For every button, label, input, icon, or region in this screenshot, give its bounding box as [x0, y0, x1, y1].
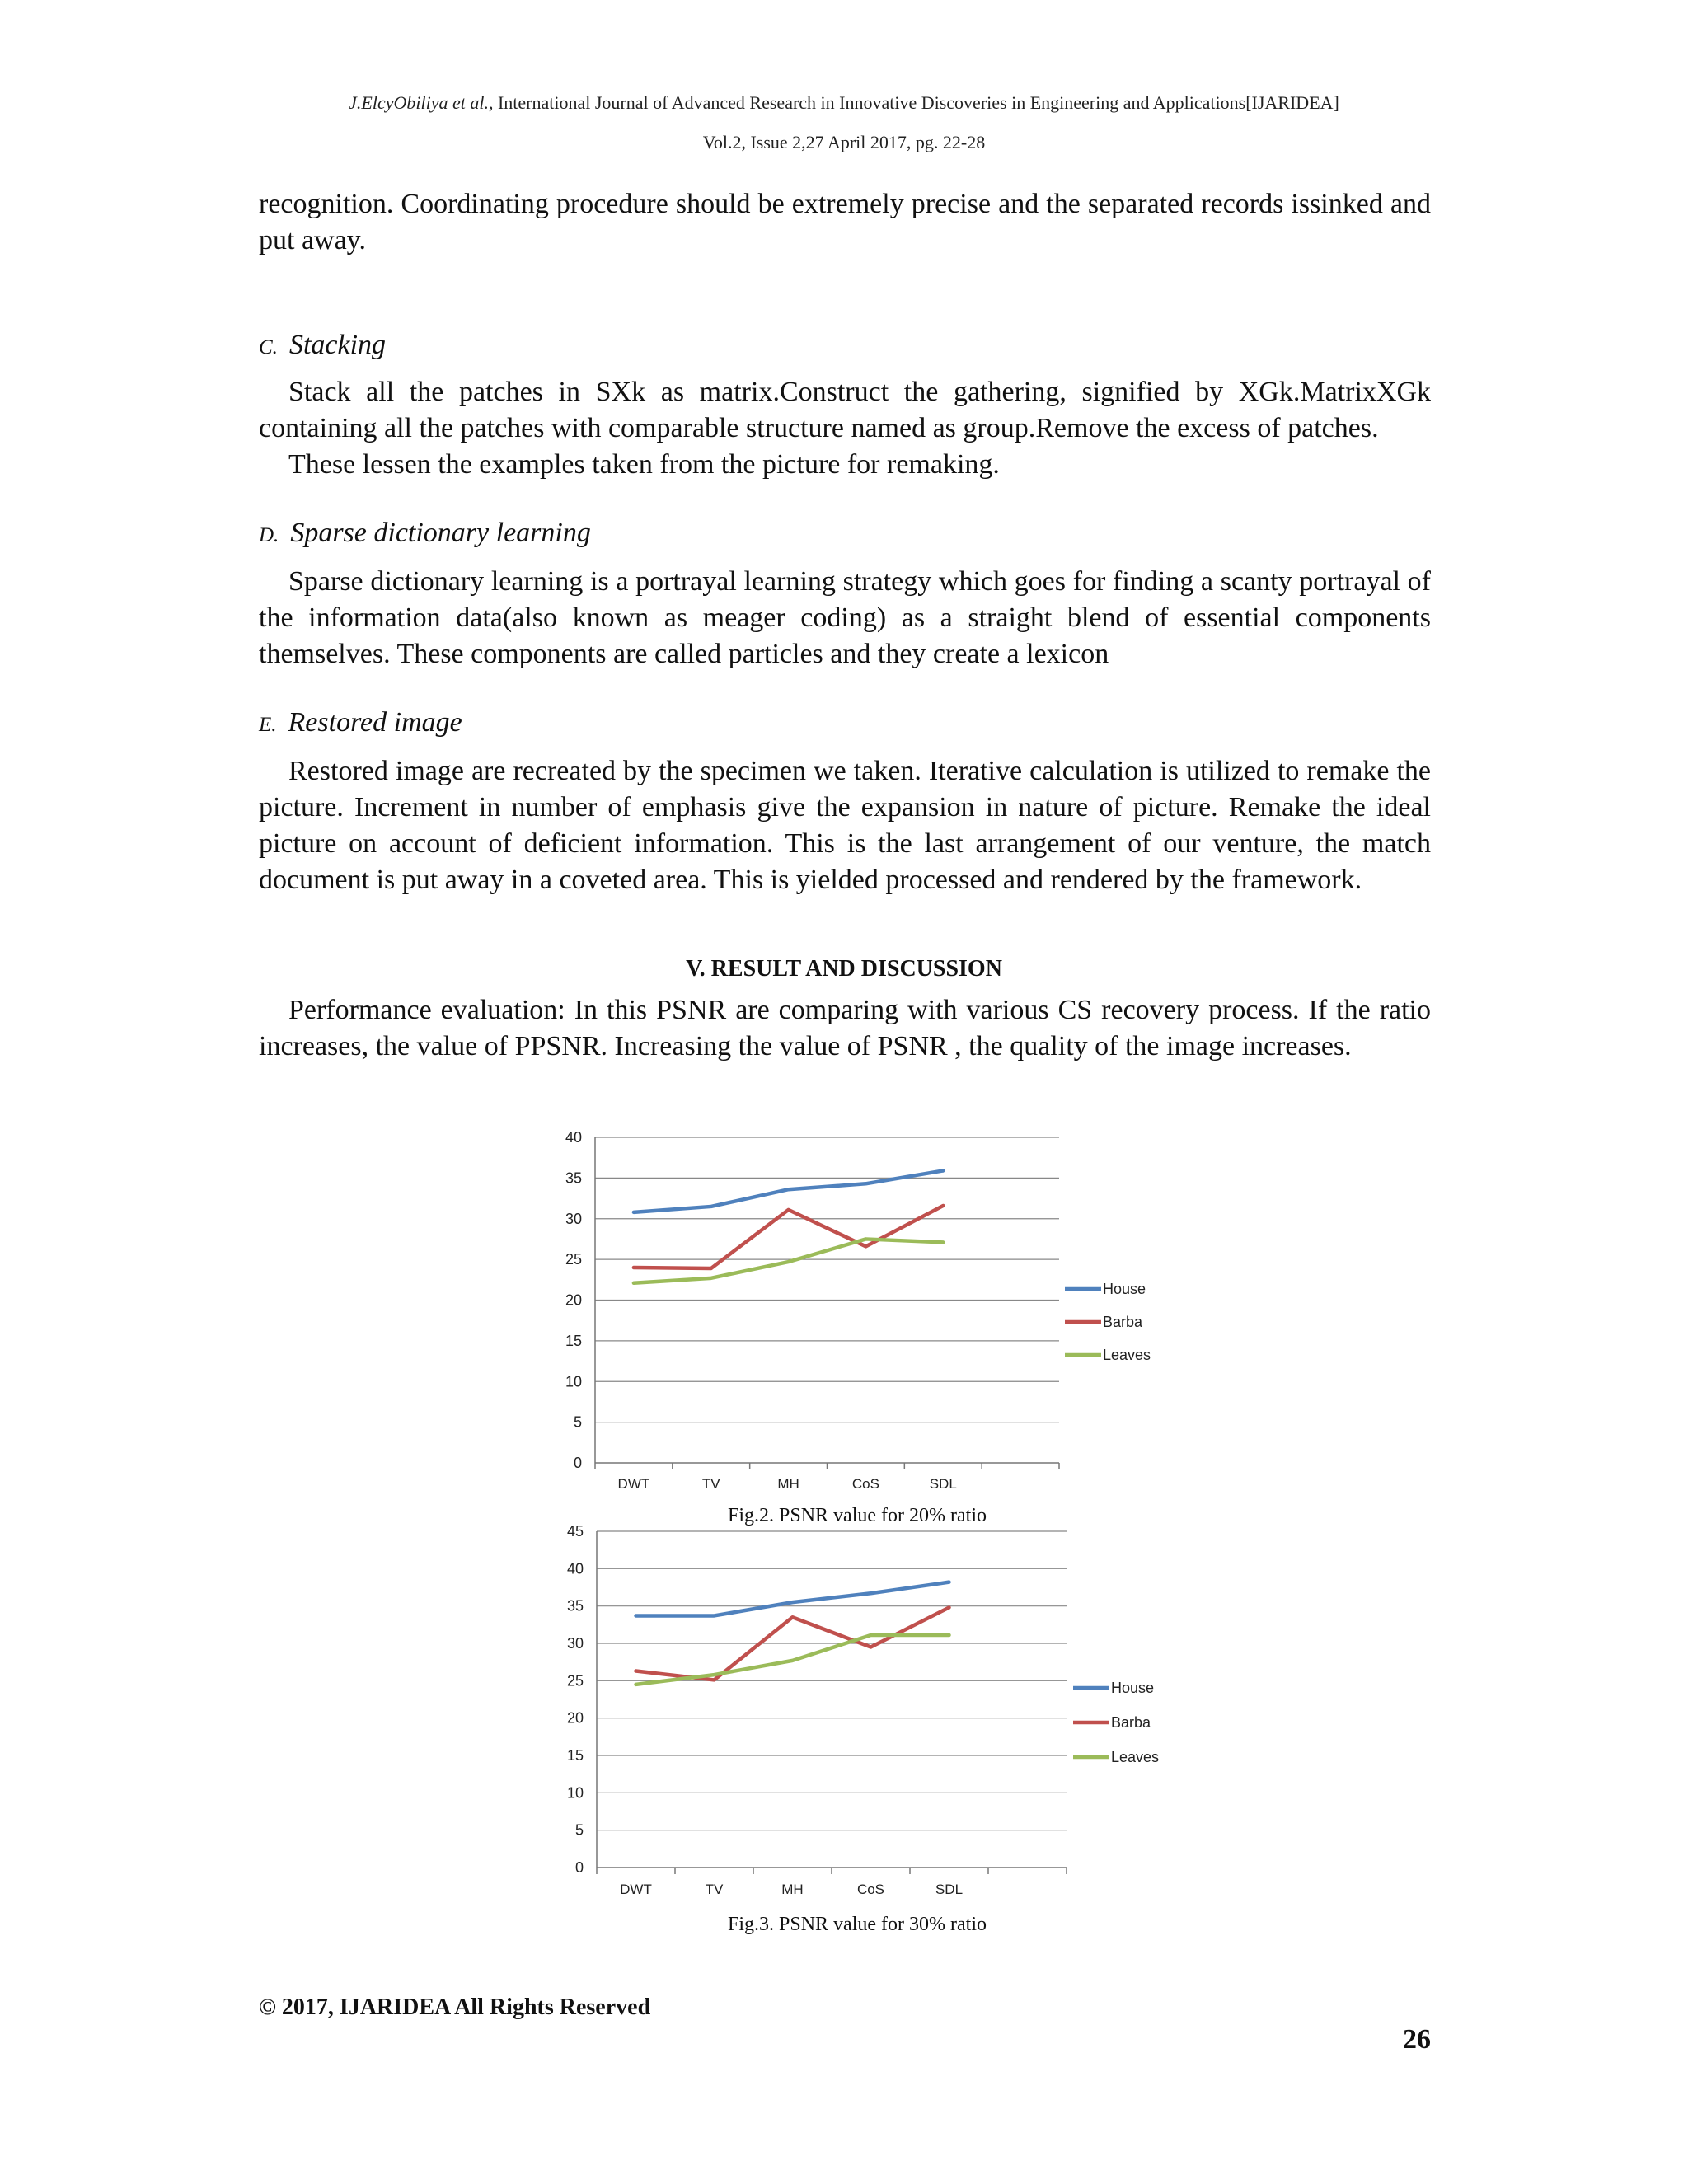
y-tick-label: 15: [566, 1747, 584, 1764]
restored-paragraph-1: Restored image are recreated by the specimen we taken. Iterative calculation is utilized to remake the picture. Increment in number of emphasis give the expansion in nature of picture. Remake the ideal picture on account of deficient information. This is the last arrangement of our venture, the match document is put away in a coveted area. This is yielded processed and rendered by the framework.: [259, 756, 1431, 895]
subsection-letter: D.: [259, 524, 279, 546]
y-tick-label: 25: [566, 1672, 584, 1690]
subsection-title: Restored image: [288, 707, 462, 738]
subsection-title: Stacking: [288, 330, 387, 360]
y-tick-label: 5: [574, 1821, 584, 1839]
y-tick-label: 25: [565, 1251, 582, 1268]
result-body: [259, 992, 1431, 1065]
subsection-heading-stacking: [259, 330, 386, 361]
y-tick-label: 0: [573, 1455, 582, 1471]
chart-psnr-30-svg: [528, 1521, 1187, 1897]
subsection-letter: C.: [259, 336, 278, 359]
y-tick-label: 35: [566, 1597, 584, 1615]
subsection-title: Sparse dictionary learning: [290, 518, 591, 548]
stacking-paragraph-1: Stack all the patches in SXk as matrix.Construct the gathering, signified by XGk.MatrixXGk containing all the patches with comparable structure named as group.Remove the excess of patches.: [259, 377, 1431, 443]
x-tick-label: MH: [781, 1882, 804, 1897]
header-journal: International Journal of Advanced Research in Innovative Discoveries in Engineering and Applications[IJARIDEA]: [493, 92, 1339, 113]
x-tick-label: SDL: [935, 1882, 964, 1897]
y-tick-label: 20: [565, 1291, 582, 1309]
legend-label-barba: Barba: [1103, 1314, 1143, 1330]
x-tick-label: CoS: [851, 1476, 879, 1492]
header-authors: J.ElcyObiliya et al.,: [349, 92, 494, 113]
y-tick-label: 40: [565, 1129, 582, 1146]
series-line-house: [634, 1170, 943, 1212]
y-tick-label: 0: [574, 1859, 584, 1876]
stacking-body: [259, 374, 1431, 483]
subsection-heading-sparse: [259, 518, 591, 549]
legend-label-house: House: [1103, 1281, 1146, 1297]
legend-label-leaves: Leaves: [1111, 1749, 1160, 1765]
result-paragraph-1: Performance evaluation: In this PSNR are comparing with various CS recovery process. If the ratio increases, the value of PPSNR. Increasing the value of PSNR , the quality of the image increases.: [259, 995, 1431, 1062]
subsection-heading-restored: [259, 707, 462, 738]
stacking-paragraph-2: These lessen the examples taken from the picture for remaking.: [288, 449, 1000, 480]
x-tick-label: DWT: [617, 1476, 650, 1492]
y-tick-label: 5: [573, 1413, 582, 1431]
x-tick-label: DWT: [620, 1882, 652, 1897]
series-line-leaves: [634, 1239, 943, 1282]
chart-psnr-20-svg: [528, 1129, 1187, 1525]
sparse-paragraph-1: Sparse dictionary learning is a portrayal learning strategy which goes for finding a scanty portrayal of the information data(also known as meager coding) as a straight blend of essential components themselves. These components are called particles and they create a lexicon: [259, 566, 1431, 669]
x-tick-label: CoS: [856, 1882, 885, 1897]
x-tick-label: MH: [777, 1476, 799, 1492]
y-tick-label: 30: [565, 1210, 582, 1227]
continuation-paragraph: [259, 186, 1431, 259]
chart-psnr-20: [528, 1129, 1187, 1525]
y-tick-label: 15: [565, 1332, 582, 1349]
section-title-result: V. RESULT AND DISCUSSION: [686, 956, 1002, 982]
series-line-leaves: [636, 1635, 950, 1685]
y-tick-label: 30: [566, 1635, 584, 1652]
copyright-footer: © 2017, IJARIDEA All Rights Reserved: [259, 1994, 651, 2020]
page-number: 26: [1403, 2024, 1431, 2055]
legend-label-leaves: Leaves: [1103, 1347, 1151, 1363]
legend-label-house: House: [1111, 1680, 1155, 1696]
series-line-house: [636, 1582, 950, 1616]
y-tick-label: 40: [566, 1560, 584, 1577]
running-header: [0, 92, 1688, 114]
x-tick-label: SDL: [929, 1476, 957, 1492]
legend-label-barba: Barba: [1111, 1714, 1151, 1731]
paragraph-text: recognition. Coordinating procedure should be extremely precise and the separated records issinked and put away.: [259, 189, 1431, 255]
x-tick-label: TV: [705, 1882, 724, 1897]
header-issue: Vol.2, Issue 2,27 April 2017, pg. 22-28: [702, 132, 986, 152]
y-tick-label: 20: [566, 1709, 584, 1727]
y-tick-label: 10: [565, 1373, 582, 1390]
y-tick-label: 10: [566, 1784, 584, 1802]
y-tick-label: 35: [565, 1169, 582, 1187]
sparse-body: [259, 564, 1431, 673]
chart-psnr-30: [528, 1521, 1187, 1897]
figure-caption-2: Fig.2. PSNR value for 20% ratio: [728, 1505, 987, 1526]
x-tick-label: TV: [701, 1476, 720, 1492]
figure-caption-3: Fig.3. PSNR value for 30% ratio: [728, 1914, 987, 1935]
subsection-letter: E.: [259, 714, 277, 736]
y-tick-label: 45: [566, 1523, 584, 1540]
restored-body: [259, 753, 1431, 898]
